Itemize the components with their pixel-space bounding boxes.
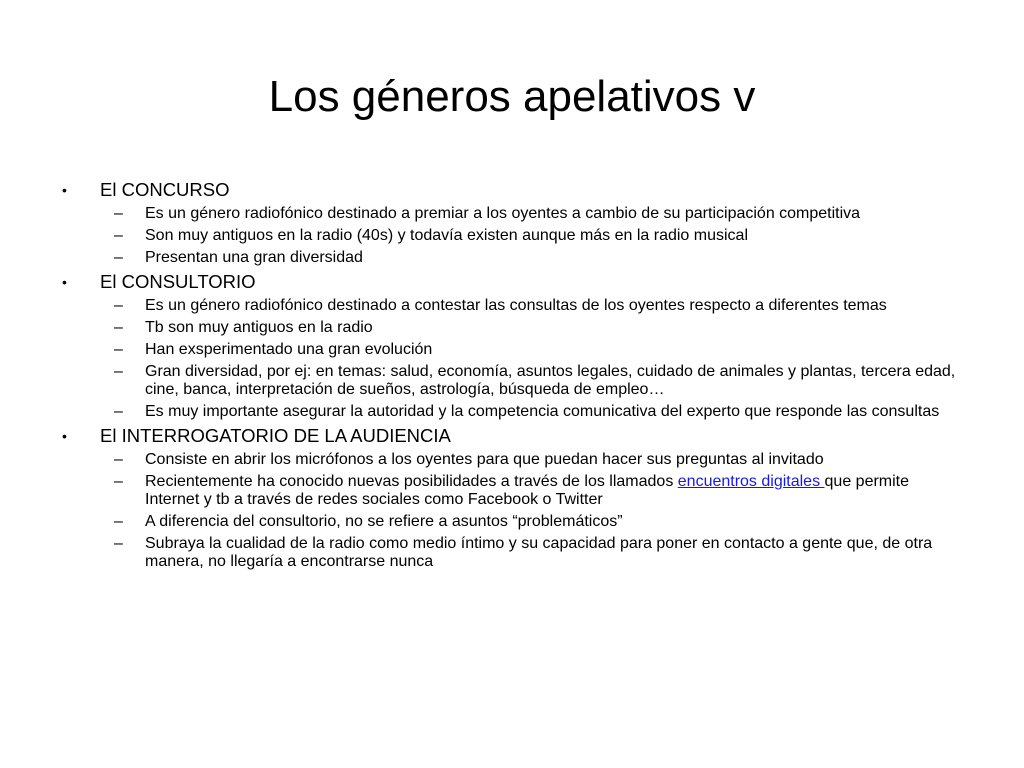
- section-heading: El INTERROGATORIO DE LA AUDIENCIA: [100, 425, 451, 446]
- bullet-icon: •: [62, 182, 67, 198]
- sub-item-text: Gran diversidad, por ej: en temas: salud, economía, asuntos legales, cuidado de animales y plantas, tercera edad, cine, banca, interpretación de sueños, astrología, búsqueda de empleo…: [145, 363, 956, 398]
- slide-content: [0, 179, 1024, 575]
- sub-item: [0, 249, 1024, 267]
- sub-item: [0, 513, 1024, 531]
- bullet-icon: •: [62, 274, 67, 290]
- sub-item: [0, 205, 1024, 223]
- section-heading: El CONSULTORIO: [100, 271, 256, 292]
- dash-icon: –: [114, 451, 123, 468]
- sub-item: [0, 473, 1024, 509]
- sub-item: [0, 403, 1024, 421]
- bullet-item-concurso: [0, 179, 1024, 201]
- sub-item: [0, 363, 1024, 399]
- dash-icon: –: [114, 297, 123, 314]
- dash-icon: –: [114, 249, 123, 266]
- dash-icon: –: [114, 403, 123, 420]
- sub-item-text: Consiste en abrir los micrófonos a los oyentes para que puedan hacer sus preguntas al invitado: [145, 451, 824, 468]
- dash-icon: –: [114, 319, 123, 336]
- dash-icon: –: [114, 363, 123, 380]
- sub-item: [0, 227, 1024, 245]
- section-consultorio: [0, 271, 1024, 421]
- section-concurso: [0, 179, 1024, 267]
- sub-item: [0, 319, 1024, 337]
- dash-icon: –: [114, 473, 123, 490]
- sub-item: [0, 451, 1024, 469]
- dash-icon: –: [114, 341, 123, 358]
- encuentros-digitales-link[interactable]: encuentros digitales: [677, 473, 825, 490]
- sub-item-text: Tb son muy antiguos en la radio: [145, 319, 373, 336]
- dash-icon: –: [114, 205, 123, 222]
- dash-icon: –: [114, 535, 123, 552]
- sub-item-text: Es un género radiofónico destinado a contestar las consultas de los oyentes respecto a diferentes temas: [145, 297, 887, 314]
- sub-item: [0, 297, 1024, 315]
- sub-item: [0, 535, 1024, 571]
- bullet-item-consultorio: [0, 271, 1024, 293]
- sub-item-text: Subraya la cualidad de la radio como medio íntimo y su capacidad para poner en contacto a gente que, de otra manera, no llegaría a encontrarse nunca: [145, 535, 933, 570]
- dash-icon: –: [114, 513, 123, 530]
- sub-item-text-before: Recientemente ha conocido nuevas posibilidades a través de los llamados: [145, 473, 678, 490]
- sub-item-text: Es un género radiofónico destinado a premiar a los oyentes a cambio de su participación competitiva: [145, 205, 861, 222]
- sub-item-text: Son muy antiguos en la radio (40s) y todavía existen aunque más en la radio musical: [145, 227, 749, 244]
- bullet-item-interrogatorio: [0, 425, 1024, 447]
- bullet-icon: •: [62, 428, 67, 444]
- sub-item-text: Es muy importante asegurar la autoridad y la competencia comunicativa del experto que responde las consultas: [145, 403, 940, 420]
- sub-item-text: A diferencia del consultorio, no se refiere a asuntos “problemáticos”: [145, 513, 623, 530]
- sub-item-text-after: que permite Internet y tb a través de redes sociales como Facebook o Twitter: [145, 473, 910, 508]
- slide-title: Los géneros apelativos v: [268, 72, 756, 121]
- dash-icon: –: [114, 227, 123, 244]
- section-heading: El CONCURSO: [100, 179, 230, 200]
- sub-item: [0, 341, 1024, 359]
- sub-item-text: Presentan una gran diversidad: [145, 249, 363, 266]
- section-interrogatorio: [0, 425, 1024, 571]
- sub-item-text: Han exsperimentado una gran evolución: [145, 341, 433, 358]
